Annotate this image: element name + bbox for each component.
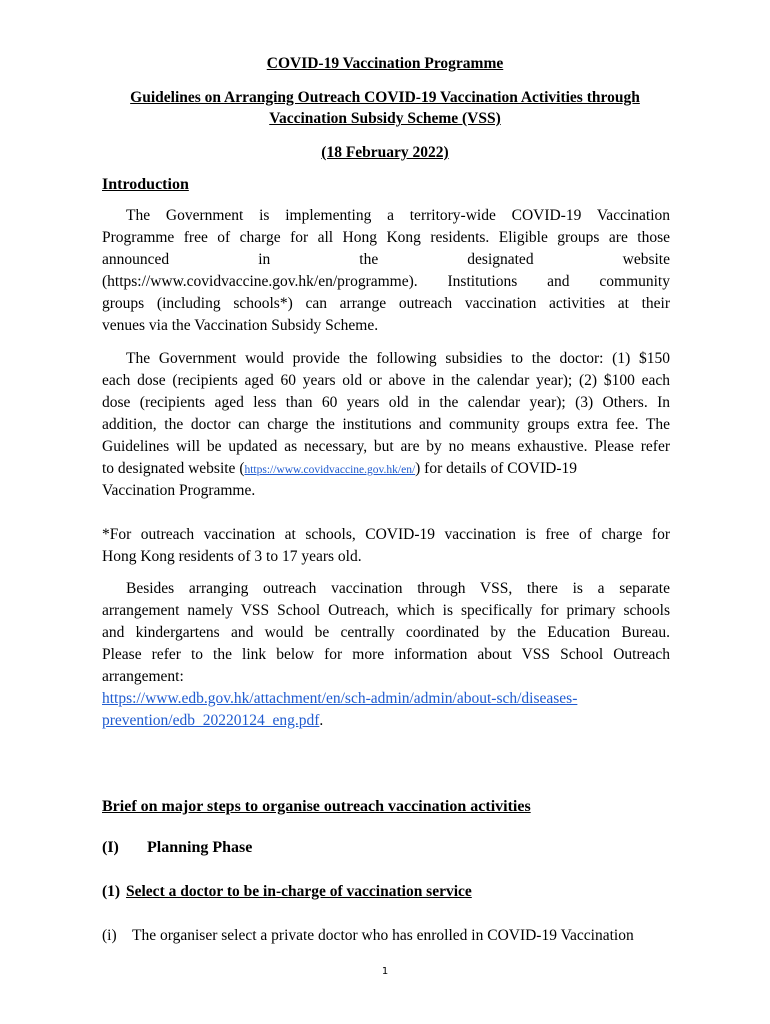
paragraph-line: Guidelines will be updated as necessary, but are by no means exhaustive. Please refer <box>102 438 670 455</box>
intro-paragraph-1 <box>102 205 670 337</box>
intro-heading: Introduction <box>102 176 189 193</box>
paragraph-line: dose (recipients aged less than 60 years old in the calendar year); (3) Others. In <box>102 394 670 411</box>
paragraph-line: arrangement namely VSS School Outreach, which is specifically for primary schools <box>102 602 670 619</box>
paragraph-line <box>102 249 670 271</box>
paragraph-line: Programme free of charge for all Hong Kong residents. Eligible groups are those <box>102 229 670 246</box>
item-i-text: The organiser select a private doctor who has enrolled in COVID-19 Vaccination <box>132 927 634 944</box>
covidvaccine-link[interactable]: https://www.covidvaccine.gov.hk/en/ <box>244 464 416 476</box>
text-fragment-pre: to designated website ( <box>102 460 245 477</box>
document-subtitle-line-1: Guidelines on Arranging Outreach COVID-19 Vaccination Activities through <box>130 89 640 106</box>
step-1-number: (1) <box>102 883 121 900</box>
document-subtitle-line-2: Vaccination Subsidy Scheme (VSS) <box>269 110 501 127</box>
step-1-title: Select a doctor to be in-charge of vaccination service <box>126 883 472 900</box>
paragraph-line: arrangement: <box>102 668 184 685</box>
edb-link-part-2[interactable]: prevention/edb_20220124_eng.pdf <box>102 712 320 729</box>
paragraph-line: each dose (recipients aged 60 years old or above in the calendar year); (2) $100 each <box>102 372 670 389</box>
text-fragment <box>102 458 577 481</box>
paragraph-line <box>102 458 670 480</box>
phase-title: Planning Phase <box>147 839 253 856</box>
paragraph-line: Please refer to the link below for more information about VSS School Outreach <box>102 646 670 663</box>
paragraph-line: Vaccination Programme. <box>102 482 256 499</box>
document-title: COVID-19 Vaccination Programme <box>266 55 504 72</box>
paragraph-line: (https://www.covidvaccine.gov.hk/en/programme). Institutions and community <box>102 273 670 290</box>
word: website <box>622 251 670 268</box>
paragraph-line: Besides arranging outreach vaccination through VSS, there is a separate <box>126 580 670 597</box>
paragraph-line: The Government is implementing a territory-wide COVID-19 Vaccination <box>126 207 670 224</box>
document-date: (18 February 2022) <box>321 144 449 161</box>
edb-link-part-1[interactable]: https://www.edb.gov.hk/attachment/en/sch-admin/admin/about-sch/diseases- <box>102 690 578 707</box>
word: designated <box>467 251 534 268</box>
intro-paragraph-4 <box>102 578 670 732</box>
phase-number: (I) <box>102 839 119 856</box>
page-number: 1 <box>381 966 389 977</box>
intro-paragraph-2 <box>102 348 670 502</box>
paragraph-line <box>102 688 670 710</box>
paragraph-line: *For outreach vaccination at schools, COVID-19 vaccination is free of charge for <box>102 526 670 543</box>
text-fragment-post: ) for details of COVID-19 <box>415 460 577 477</box>
paragraph-line: Hong Kong residents of 3 to 17 years old. <box>102 548 362 565</box>
item-i-number: (i) <box>102 927 117 944</box>
link-trailing-period: . <box>319 712 324 729</box>
steps-heading: Brief on major steps to organise outreach vaccination activities <box>102 798 531 815</box>
word: the <box>359 251 379 268</box>
intro-paragraph-3 <box>102 524 670 568</box>
word: in <box>258 251 271 268</box>
word: announced <box>102 251 170 268</box>
paragraph-line: addition, the doctor can charge the institutions and community groups extra fee. The <box>102 416 670 433</box>
paragraph-line: groups (including schools*) can arrange outreach vaccination activities at their <box>102 295 670 312</box>
paragraph-line: venues via the Vaccination Subsidy Scheme. <box>102 317 379 334</box>
paragraph-line: and kindergartens and would be centrally coordinated by the Education Bureau. <box>102 624 670 641</box>
paragraph-line: The Government would provide the following subsidies to the doctor: (1) $150 <box>126 350 670 367</box>
paragraph-line <box>102 710 670 732</box>
